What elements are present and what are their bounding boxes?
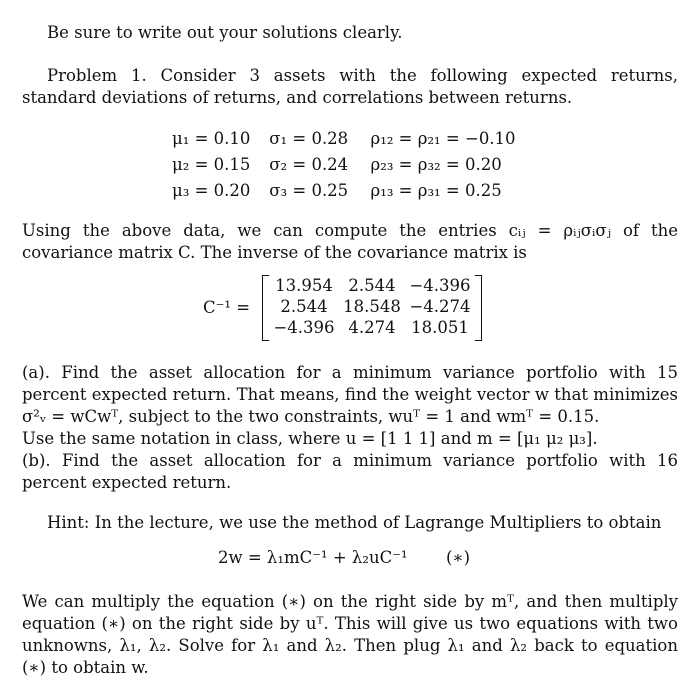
part-a-text: (a). Find the asset allocation for a minimum variance portfolio with 15 percent expected return. That means, find the weight vector w that minimizes σ²ᵥ = wCwᵀ, subject to the two constraints, wuᵀ = 1 and wmᵀ = 0.15.	[22, 363, 678, 426]
equation-tag: (∗)	[446, 548, 471, 567]
sigma-1: σ₁ = 0.28	[269, 129, 349, 148]
closing-paragraph: We can multiply the equation (∗) on the right side by mᵀ, and then multiply equation (∗) on the right side by uᵀ. This will give us two equations with two unknowns, λ₁, λ₂. Solve for λ₁ and λ₂. Then plug λ₁ and λ₂ back to equation (∗) to obtain w.	[22, 592, 678, 677]
rho-23: ρ₂₃ = ρ₃₂ = 0.20	[370, 155, 502, 174]
problem-1-statement	[22, 65, 678, 109]
lagrange-equation: 2w = λ₁mC⁻¹ + λ₂uC⁻¹	[218, 548, 408, 567]
matrix-cell: −4.396	[409, 276, 471, 295]
param-row	[172, 128, 516, 150]
matrix-cell: −4.396	[273, 318, 335, 337]
notation-line: Use the same notation in class, where u = [1 1 1] and m = [μ₁ μ₂ μ₃].	[22, 429, 598, 448]
hint-line: Hint: In the lecture, we use the method of Lagrange Multipliers to obtain	[47, 513, 662, 532]
matrix-cell: 4.274	[348, 318, 396, 337]
matrix-cell: 2.544	[348, 276, 396, 295]
left-bracket	[262, 275, 269, 341]
matrix-cell: 2.544	[280, 297, 328, 316]
inverse-matrix-label: C⁻¹ =	[203, 298, 251, 317]
part-b-text: (b). Find the asset allocation for a minimum variance portfolio with 16 percent expected return.	[22, 451, 678, 492]
mean-3: μ₃ = 0.20	[172, 181, 251, 200]
inverse-covariance-matrix	[262, 275, 482, 341]
problem-1-heading: Problem 1.	[47, 66, 147, 85]
sigma-2: σ₂ = 0.24	[269, 155, 349, 174]
rho-12: ρ₁₂ = ρ₂₁ = −0.10	[370, 129, 516, 148]
matrix-cell: 18.548	[343, 297, 401, 316]
matrix-cell: −4.274	[409, 297, 471, 316]
sigma-3: σ₃ = 0.25	[269, 181, 349, 200]
param-row	[172, 154, 502, 176]
right-bracket	[475, 275, 482, 341]
param-row	[172, 180, 502, 202]
matrix-cell: 13.954	[275, 276, 333, 295]
problem-1-text: Consider 3 assets with the following expected returns, standard deviations of returns, and correlations between returns.	[22, 66, 678, 107]
covariance-paragraph: Using the above data, we can compute the entries cᵢⱼ = ρᵢⱼσᵢσⱼ of the covariance matrix C. The inverse of the covariance matrix is	[22, 221, 678, 262]
matrix-cell: 18.051	[411, 318, 469, 337]
intro-line: Be sure to write out your solutions clearly.	[47, 23, 403, 42]
mean-2: μ₂ = 0.15	[172, 155, 251, 174]
rho-13: ρ₁₃ = ρ₃₁ = 0.25	[370, 181, 502, 200]
mean-1: μ₁ = 0.10	[172, 129, 251, 148]
